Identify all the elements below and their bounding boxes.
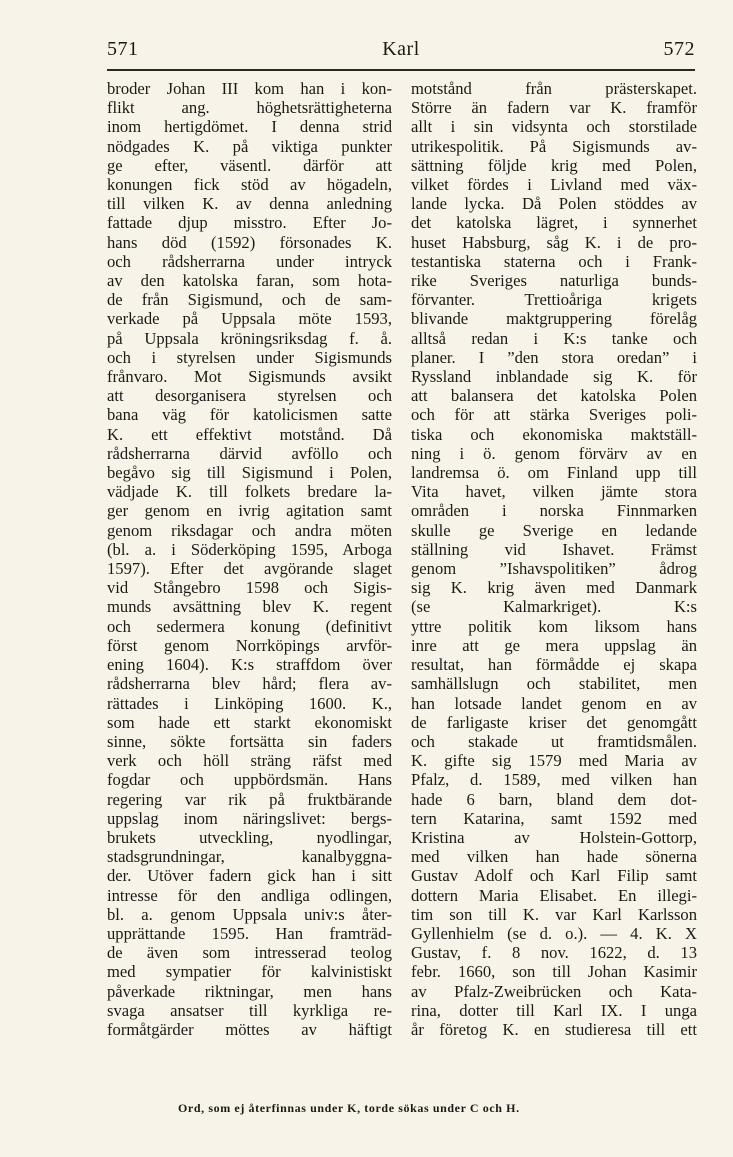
text-line: munds avsättning blev K. regent (107, 597, 392, 617)
text-line: der. Utöver fadern gick han i sitt (107, 866, 392, 886)
text-line: skulle ge Sverige en ledande (411, 520, 697, 540)
text-line: och för att stärka Sveriges poli- (411, 405, 697, 425)
text-line: flikt ang. höghetsrättigheterna (107, 98, 392, 118)
text-line: lande lycka. Då Polen stöddes av (411, 194, 697, 214)
text-line: de från Sigismund, och de sam- (107, 290, 392, 310)
text-line: med vilken han hade sönerna (411, 847, 697, 867)
text-line: rättades i Linköping 1600. K., (107, 693, 392, 713)
running-head-title: Karl (382, 38, 420, 60)
text-line: stadsgrundningar, kanalbyggna- (107, 847, 392, 867)
text-line: K. gifte sig 1579 med Maria av (411, 751, 697, 771)
text-line: alltså redan i K:s tanke och (411, 328, 697, 348)
text-line: med sympatier för kalvinistiskt (107, 962, 392, 982)
text-line: broder Johan III kom han i kon- (107, 79, 392, 98)
text-line: ställning vid Ishavet. Främst (411, 539, 697, 559)
text-line: sättning följde krig med Polen, (411, 155, 697, 175)
text-line: ger genom en ivrig agitation samt (107, 501, 392, 521)
text-line: Kristina av Holstein-Gottorp, (411, 827, 697, 847)
text-line: förvanter. Trettioåriga krigets (411, 290, 697, 310)
text-line: till vilken K. av denna anledning (107, 194, 392, 214)
text-line: och rådsherrarna under intryck (107, 251, 392, 271)
text-line: fattade djup misstro. Efter Jo- (107, 213, 392, 233)
text-line: rina, dotter till Karl IX. I unga (411, 1000, 697, 1020)
text-line: uppslag inom näringslivet: bergs- (107, 808, 392, 828)
text-line: (se Kalmarkriget). K:s (411, 597, 697, 617)
text-line: först genom Norrköpings arvför- (107, 635, 392, 655)
text-line: ening 1604). K:s straffdom över (107, 655, 392, 675)
text-line: 1597). Efter det avgörande slaget (107, 559, 392, 579)
text-line: allt i sin vidsynta och storstilade (411, 117, 697, 137)
text-line: rådsherrarna blev hård; flera av- (107, 674, 392, 694)
text-line: och stakade ut framtidsmålen. (411, 731, 697, 751)
text-line: Gustav Adolf och Karl Filip samt (411, 866, 697, 886)
text-line: ning i ö. genom förvärv av en (411, 443, 697, 463)
right-page-number: 572 (663, 38, 695, 60)
text-line: de även som intresserad teolog (107, 943, 392, 963)
text-line: inom hertigdömet. I denna strid (107, 117, 392, 137)
text-line: vädjade K. till folkets bredare la- (107, 482, 392, 502)
text-line: genom riksdagar och andra möten (107, 520, 392, 540)
text-line: tim son till K. var Karl Karlsson (411, 904, 697, 924)
text-line: han lotsade landet genom en av (411, 693, 697, 713)
text-line: huset Habsburg, såg K. i de pro- (411, 232, 697, 252)
text-line: formåtgärder möttes av häftigt (107, 1019, 392, 1039)
text-line: fogdar och uppbördsmän. Hans (107, 770, 392, 790)
text-line: (bl. a. i Söderköping 1595, Arboga (107, 539, 392, 559)
text-line: testantiska staterna och i Frank- (411, 251, 697, 271)
text-line: regering var rik på fruktbärande (107, 789, 392, 809)
text-line: hade 6 barn, bland dem dot- (411, 789, 697, 809)
header-rule (107, 69, 695, 71)
text-line: motstånd från prästerskapet. (411, 79, 697, 98)
text-line: tern Katarina, samt 1592 med (411, 808, 697, 828)
text-line: bl. a. genom Uppsala univ:s åter- (107, 904, 392, 924)
text-line: år företog K. en studieresa till ett (411, 1019, 697, 1039)
page-footer-note: Ord, som ej återfinnas under K, torde sökas under C och H. (178, 1101, 520, 1115)
text-line: vilket fördes i Livland med väx- (411, 175, 697, 195)
text-line: Pfalz, d. 1589, med vilken han (411, 770, 697, 790)
text-line: verk och höll sträng räfst med (107, 751, 392, 771)
text-line: och i styrelsen under Sigismunds (107, 347, 392, 367)
text-line: verkade på Uppsala möte 1593, (107, 309, 392, 329)
text-line: Ryssland inblandade sig K. för (411, 367, 697, 387)
text-line: vid Stångebro 1598 och Sigis- (107, 578, 392, 598)
text-line: landremsa ö. om Finland upp till (411, 463, 697, 483)
text-line: nödgades K. på viktiga punkter (107, 136, 392, 156)
text-line: på Uppsala kröningsriksdag f. å. (107, 328, 392, 348)
text-line: Större än fadern var K. framför (411, 98, 697, 118)
right-text-column (411, 79, 697, 1039)
text-line: påverkade riktningar, men hans (107, 981, 392, 1001)
text-line: brukets utveckling, nyodlingar, (107, 827, 392, 847)
text-line: utrikespolitik. På Sigismunds av- (411, 136, 697, 156)
text-line: yttre politik kom liksom hans (411, 616, 697, 636)
text-line: inre att ge mera uppslag än (411, 635, 697, 655)
text-line: konungen fick stöd av högadeln, (107, 175, 392, 195)
text-line: det katolska lägret, i synnerhet (411, 213, 697, 233)
text-line: som hade ett starkt ekonomiskt (107, 712, 392, 732)
left-text-column (107, 79, 392, 1039)
text-line: de farligaste kriser det genomgått (411, 712, 697, 732)
text-line: genom ”Ishavspolitiken” ådrog (411, 559, 697, 579)
text-line: tiska och ekonomiska maktställ- (411, 424, 697, 444)
text-line: blivande maktgruppering förelåg (411, 309, 697, 329)
text-line: Gustav, f. 8 nov. 1622, d. 13 (411, 943, 697, 963)
text-line: K. ett effektivt motstånd. Då (107, 424, 392, 444)
text-line: att balansera det katolska Polen (411, 386, 697, 406)
text-line: samhällslugn och stabilitet, men (411, 674, 697, 694)
text-line: att desorganisera styrelsen och (107, 386, 392, 406)
text-line: Gyllenhielm (se d. o.). — 4. K. X (411, 923, 697, 943)
text-line: bana väg för katolicismen satte (107, 405, 392, 425)
left-page-number: 571 (107, 38, 139, 60)
text-line: sig K. krig även med Danmark (411, 578, 697, 598)
text-line: begåvo sig till Sigismund i Polen, (107, 463, 392, 483)
text-line: upprättande 1595. Han framträd- (107, 923, 392, 943)
text-line: ge efter, väsentl. därför att (107, 155, 392, 175)
text-line: dottern Maria Elisabet. En illegi- (411, 885, 697, 905)
text-line: febr. 1660, son till Johan Kasimir (411, 962, 697, 982)
text-line: intresse för den andliga odlingen, (107, 885, 392, 905)
text-line: rike Sveriges naturliga bunds- (411, 271, 697, 291)
text-line: resultat, han förmådde ej skapa (411, 655, 697, 675)
text-line: Vita havet, vilken jämte stora (411, 482, 697, 502)
text-line: av Pfalz-Zweibrücken och Kata- (411, 981, 697, 1001)
page-header (107, 38, 695, 68)
text-line: sinne, sökte fortsätta sin faders (107, 731, 392, 751)
text-line: planer. I ”den stora oredan” i (411, 347, 697, 367)
text-line: hans död (1592) försonades K. (107, 232, 392, 252)
text-line: och sedermera konung (definitivt (107, 616, 392, 636)
text-line: rådsherrarna därvid avföllo och (107, 443, 392, 463)
text-line: av den katolska faran, som hota- (107, 271, 392, 291)
text-line: områden i norska Finnmarken (411, 501, 697, 521)
text-line: svaga ansatser till kyrkliga re- (107, 1000, 392, 1020)
text-line: frånvaro. Mot Sigismunds avsikt (107, 367, 392, 387)
